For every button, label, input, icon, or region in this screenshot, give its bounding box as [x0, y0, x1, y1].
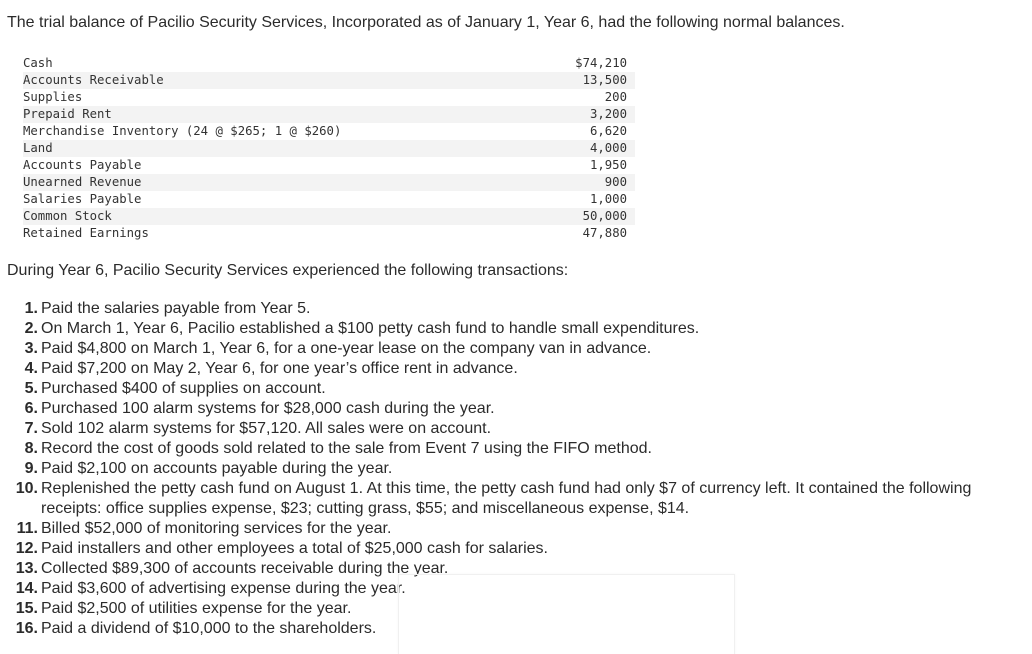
transaction-number: 12.	[15, 540, 38, 557]
list-item	[0, 479, 1032, 519]
account-label: Supplies	[23, 90, 83, 104]
account-label: Salaries Payable	[23, 192, 142, 206]
list-item	[0, 359, 1032, 379]
list-item	[0, 439, 1032, 459]
transaction-text: Billed $52,000 of monitoring services for the year.	[41, 520, 392, 537]
list-item	[0, 559, 1032, 579]
transactions-heading: During Year 6, Pacilio Security Services experienced the following transactions:	[7, 262, 569, 279]
account-balance: 1,950	[589, 158, 627, 172]
account-label: Land	[23, 141, 53, 155]
table-row	[23, 123, 635, 140]
transaction-number: 6.	[24, 400, 38, 417]
table-row	[23, 157, 635, 174]
trial-balance-table	[23, 55, 635, 242]
transaction-text: Paid $2,500 of utilities expense for the year.	[41, 600, 352, 617]
list-item	[0, 319, 1032, 339]
table-row	[23, 191, 635, 208]
transaction-number: 14.	[15, 580, 38, 597]
transaction-text: Paid $4,800 on March 1, Year 6, for a one-year lease on the company van in advance.	[41, 340, 652, 357]
transaction-text: Paid $2,100 on accounts payable during the year.	[41, 460, 393, 477]
table-row	[23, 55, 635, 72]
transaction-number: 4.	[24, 360, 38, 377]
account-label: Unearned Revenue	[23, 175, 142, 189]
account-label: Common Stock	[23, 209, 112, 223]
transactions-list	[0, 299, 1032, 639]
list-item	[0, 379, 1032, 399]
account-balance: 200	[604, 90, 627, 104]
account-label: Prepaid Rent	[23, 107, 112, 121]
transaction-number: 13.	[15, 560, 38, 577]
transaction-number: 1.	[24, 300, 38, 317]
list-item	[0, 339, 1032, 359]
list-item	[0, 299, 1032, 319]
list-item	[0, 459, 1032, 479]
transaction-text: Sold 102 alarm systems for $57,120. All sales were on account.	[41, 420, 492, 437]
transaction-text: Purchased 100 alarm systems for $28,000 cash during the year.	[41, 400, 495, 417]
transaction-text: Paid a dividend of $10,000 to the shareholders.	[41, 620, 377, 637]
list-item	[0, 419, 1032, 439]
intro-paragraph: The trial balance of Pacilio Security Services, Incorporated as of January 1, Year 6, had the following normal balances.	[7, 14, 845, 31]
transaction-number: 7.	[24, 420, 38, 437]
transaction-number: 11.	[16, 520, 38, 537]
list-item	[0, 619, 1032, 639]
account-balance: 13,500	[582, 73, 627, 87]
account-label: Retained Earnings	[23, 226, 149, 240]
account-balance: $74,210	[575, 56, 627, 70]
list-item	[0, 519, 1032, 539]
account-label: Accounts Receivable	[23, 73, 164, 87]
account-label: Merchandise Inventory (24 @ $265; 1 @ $260)	[23, 124, 342, 138]
table-row	[23, 225, 635, 242]
transaction-number: 9.	[24, 460, 38, 477]
transaction-number: 3.	[24, 340, 38, 357]
transaction-text: Paid the salaries payable from Year 5.	[41, 300, 311, 317]
table-row	[23, 89, 635, 106]
account-balance: 6,620	[589, 124, 627, 138]
transaction-number: 10.	[15, 480, 38, 497]
transaction-text: Paid $7,200 on May 2, Year 6, for one year’s office rent in advance.	[41, 360, 518, 377]
transaction-number: 15.	[15, 600, 38, 617]
list-item	[0, 599, 1032, 619]
transaction-text: Replenished the petty cash fund on August 1. At this time, the petty cash fund had only $7 of currency left. It contained the following receipts: office supplies expense, $23; cutting grass, $55; and miscellaneous expense, $14.	[41, 480, 972, 517]
account-label: Accounts Payable	[23, 158, 142, 172]
transaction-number: 8.	[24, 440, 38, 457]
account-balance: 47,880	[582, 226, 627, 240]
list-item	[0, 579, 1032, 599]
account-balance: 4,000	[589, 141, 627, 155]
transaction-number: 5.	[24, 380, 38, 397]
transaction-text: Paid installers and other employees a total of $25,000 cash for salaries.	[41, 540, 548, 557]
list-item	[0, 539, 1032, 559]
transaction-number: 2.	[24, 320, 38, 337]
transaction-text: Collected $89,300 of accounts receivable during the year.	[41, 560, 449, 577]
transaction-text: Record the cost of goods sold related to the sale from Event 7 using the FIFO method.	[41, 440, 652, 457]
table-row	[23, 72, 635, 89]
table-row	[23, 208, 635, 225]
account-balance: 3,200	[589, 107, 627, 121]
transaction-text: On March 1, Year 6, Pacilio established a $100 petty cash fund to handle small expenditures.	[41, 320, 700, 337]
transaction-number: 16.	[15, 620, 38, 637]
account-label: Cash	[23, 56, 53, 70]
list-item	[0, 399, 1032, 419]
table-row	[23, 174, 635, 191]
account-balance: 1,000	[589, 192, 627, 206]
account-balance: 900	[604, 175, 627, 189]
transaction-text: Purchased $400 of supplies on account.	[41, 380, 326, 397]
transaction-text: Paid $3,600 of advertising expense during the year.	[41, 580, 406, 597]
account-balance: 50,000	[582, 209, 627, 223]
table-row	[23, 140, 635, 157]
table-row	[23, 106, 635, 123]
